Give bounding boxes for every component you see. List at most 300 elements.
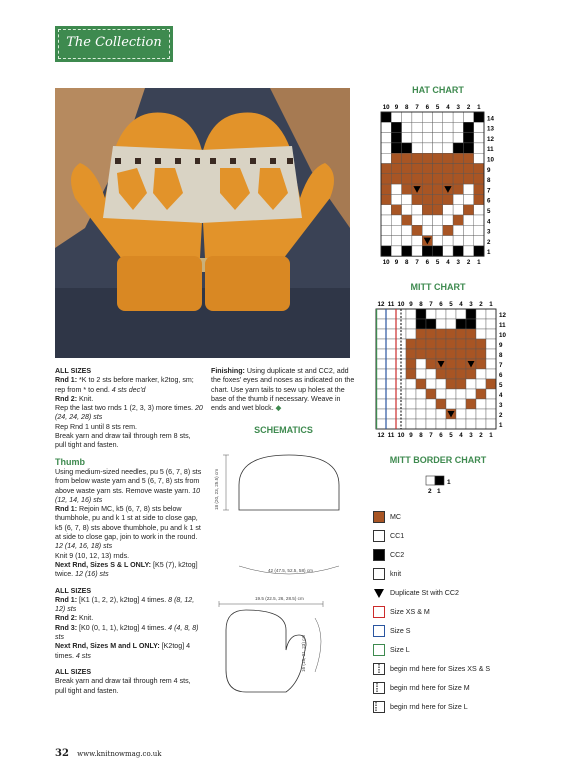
mitt-chart-cell xyxy=(416,359,426,369)
mitt-chart-cell xyxy=(486,409,496,419)
mitt-chart-cell xyxy=(466,409,476,419)
hat-chart-cell xyxy=(381,164,391,174)
hat-chart-cell xyxy=(433,143,443,153)
mitt-chart-row-number: 5 xyxy=(499,382,503,389)
mitt-chart-cell xyxy=(406,319,416,329)
round-text: [K2tog] 4 times. xyxy=(55,642,191,660)
hat-chart-cell xyxy=(412,236,422,246)
mitt-chart-col-number: 7 xyxy=(429,301,433,308)
hat-chart-col-number: 10 xyxy=(382,104,390,111)
hat-chart-cell xyxy=(443,246,453,256)
hat-chart-cell xyxy=(453,205,463,215)
mitt-chart-cell xyxy=(436,369,446,379)
hat-chart-col-number: 5 xyxy=(435,259,440,267)
mitt-chart-cell xyxy=(466,369,476,379)
legend-label: begin rnd here for Size L xyxy=(390,703,468,711)
hat-chart-col-number: 4 xyxy=(446,259,450,267)
mitt-chart-cell xyxy=(486,319,496,329)
hat-chart-cell xyxy=(474,122,484,132)
cc1-swatch xyxy=(373,530,385,542)
mitt-chart-col-number: 11 xyxy=(387,432,395,439)
hat-chart-cell xyxy=(422,122,432,132)
size-l-swatch xyxy=(373,644,385,656)
hat-chart-cell xyxy=(474,133,484,143)
hat-chart-cell xyxy=(443,236,453,246)
legend-label: CC2 xyxy=(390,551,405,559)
mitt-chart-cell xyxy=(426,339,436,349)
hat-chart-cell xyxy=(412,164,422,174)
mitt-chart-heading: MITT CHART xyxy=(410,282,466,292)
hat-chart-cell xyxy=(391,236,401,246)
legend-size-xs-m xyxy=(373,605,430,619)
hat-chart-cell xyxy=(391,143,401,153)
mitt-chart-cell xyxy=(406,399,416,409)
finishing-text: Using duplicate st and CC2, add the foxes' eyes and noses as indicated on the chart. Use yarn tails to sew up holes at the base of the thumb if necessary. Weave in ends and wet block. xyxy=(211,367,355,413)
legend-label: knit xyxy=(390,570,402,578)
hat-chart-cell xyxy=(391,205,401,215)
mitt-chart-col-number: 4 xyxy=(459,432,463,439)
hat-chart-cell xyxy=(381,143,391,153)
mitt-chart-cell xyxy=(456,389,466,399)
hat-chart-cell xyxy=(453,133,463,143)
mitt-chart-row-number: 12 xyxy=(499,312,506,319)
hat-chart-col-number: 2 xyxy=(466,104,471,111)
round-text: Knit. xyxy=(77,394,94,403)
mitt-chart-cell xyxy=(376,389,386,399)
hat-chart-cell xyxy=(422,164,432,174)
hat-chart-col-number: 1 xyxy=(477,104,481,111)
hat-chart-cell xyxy=(463,246,473,256)
hat-chart-cell xyxy=(381,225,391,235)
legend-begin-xs-s xyxy=(373,662,490,676)
hat-chart-cell xyxy=(412,205,422,215)
border-cell xyxy=(435,476,444,485)
mitt-chart-cell xyxy=(486,339,496,349)
mitt-chart-row-number: 1 xyxy=(499,422,503,429)
stitch-count: 8 (8, 12, 12) sts xyxy=(55,595,195,614)
legend-label: begin rnd here for Size M xyxy=(390,684,470,692)
hat-chart-cell xyxy=(402,236,412,246)
mitt-chart-cell xyxy=(446,379,456,389)
hat-chart-cell xyxy=(453,184,463,194)
mitt-chart-cell xyxy=(416,309,426,319)
mitt-chart-cell xyxy=(376,399,386,409)
mitt-chart-cell xyxy=(376,309,386,319)
stitch-count: 4 sts xyxy=(75,651,91,660)
hat-chart-row-number: 13 xyxy=(487,125,494,133)
hat-chart-cell xyxy=(402,194,412,204)
hat-chart-col-number: 6 xyxy=(425,259,430,267)
hat-chart-cell xyxy=(381,184,391,194)
mitt-chart-cell xyxy=(376,329,386,339)
hat-chart-cell xyxy=(402,153,412,163)
mitt-chart-cell xyxy=(436,349,446,359)
mitt-chart-cell xyxy=(446,419,456,429)
mitt-chart-cell xyxy=(426,419,436,429)
hat-chart-cell xyxy=(412,143,422,153)
mitt-chart-cell xyxy=(376,379,386,389)
hat-chart-row-number: 4 xyxy=(487,218,491,226)
mitt-chart-cell xyxy=(416,379,426,389)
mitt-chart-cell xyxy=(426,399,436,409)
hat-chart-cell xyxy=(402,205,412,215)
hat-chart-cell xyxy=(381,205,391,215)
hat-chart-cell xyxy=(412,112,422,122)
mitt-chart-col-number: 12 xyxy=(377,432,385,439)
instruction-text: Break yarn and draw tail through rem 4 sts, pull tight and fasten. xyxy=(55,677,191,695)
mitt-chart-cell xyxy=(426,329,436,339)
hat-chart-cell xyxy=(433,174,443,184)
hat-chart-cell xyxy=(391,112,401,122)
mitt-chart-cell xyxy=(486,309,496,319)
hat-chart-col-number: 3 xyxy=(456,104,460,111)
mitt-chart-cell xyxy=(486,379,496,389)
mitt-chart-col-number: 6 xyxy=(439,301,443,308)
hat-chart-cell xyxy=(443,133,453,143)
page-number: 32 xyxy=(55,748,69,759)
hat-width-label: 42 (47.5, 52.5, 58) cm xyxy=(268,568,313,573)
hat-chart-cell xyxy=(391,164,401,174)
legend-duplicate xyxy=(373,586,459,600)
mitt-chart-row-number: 3 xyxy=(499,402,503,409)
hat-chart-cell xyxy=(402,122,412,132)
hat-chart-cell xyxy=(474,194,484,204)
hat-chart-cell xyxy=(391,194,401,204)
stitch-count: 10 (12, 14, 16) sts xyxy=(55,486,201,504)
mitt-chart-cell xyxy=(476,359,486,369)
mitt-chart-cell xyxy=(406,349,416,359)
mitt-chart-col-number: 8 xyxy=(419,432,423,439)
mitt-chart-cell xyxy=(466,399,476,409)
mitt-chart-cell xyxy=(386,399,396,409)
mitt-chart-col-number: 1 xyxy=(489,301,493,308)
hat-chart-cell xyxy=(463,184,473,194)
mitt-chart-cell xyxy=(436,399,446,409)
mitt-chart-cell xyxy=(476,349,486,359)
round-label: Rnd 1: xyxy=(55,595,78,604)
instruction-text: Rep Rnd 1 until 8 sts rem. xyxy=(55,422,138,431)
hat-chart-cell xyxy=(453,194,463,204)
hat-chart-cell xyxy=(422,205,432,215)
mitt-chart-cell xyxy=(466,349,476,359)
hat-chart-cell xyxy=(412,225,422,235)
mitt-chart-row-number: 7 xyxy=(499,362,503,369)
mittens-photo xyxy=(55,88,350,358)
duplicate-stitch-icon xyxy=(373,587,385,599)
mitt-chart-cell xyxy=(456,349,466,359)
round-label: Next Rnd, Sizes S & L ONLY: xyxy=(55,560,152,569)
mitt-chart-cell xyxy=(416,339,426,349)
round-label: Next Rnd, Sizes M and L ONLY: xyxy=(55,642,160,651)
mitt-chart-cell xyxy=(386,349,396,359)
hat-chart-cell xyxy=(381,153,391,163)
mitt-chart-cell xyxy=(396,359,406,369)
mitt-chart-cell xyxy=(476,339,486,349)
border-chart xyxy=(373,470,473,505)
hat-chart-cell xyxy=(463,205,473,215)
hat-chart-cell xyxy=(443,225,453,235)
mitt-chart-cell xyxy=(426,349,436,359)
mitt-chart-row-number: 10 xyxy=(499,332,506,339)
hat-chart-cell xyxy=(474,236,484,246)
hat-chart-cell xyxy=(453,143,463,153)
border-row-number: 1 xyxy=(447,479,451,486)
legend-cc1 xyxy=(373,529,404,543)
hat-chart-cell xyxy=(474,174,484,184)
border-cell xyxy=(426,476,435,485)
mitt-chart-cell xyxy=(406,409,416,419)
hat-chart-col-number: 9 xyxy=(394,104,399,111)
mitt-chart-cell xyxy=(386,379,396,389)
hat-chart-cell xyxy=(402,143,412,153)
mitt-chart-col-number: 10 xyxy=(397,432,405,439)
hat-chart-cell xyxy=(422,143,432,153)
hat-chart-col-number: 2 xyxy=(466,259,471,267)
mitt-chart-cell xyxy=(426,369,436,379)
mitt-chart-cell xyxy=(426,409,436,419)
hat-chart-row-number: 6 xyxy=(487,197,491,205)
mitt-chart-cell xyxy=(426,389,436,399)
mitt-chart-col-number: 9 xyxy=(409,432,413,439)
finishing-label: Finishing: xyxy=(211,367,245,375)
mitt-chart-cell xyxy=(416,349,426,359)
mitt-chart-cell xyxy=(436,389,446,399)
mitt-chart-cell xyxy=(486,349,496,359)
mitt-chart-cell xyxy=(446,349,456,359)
mitt-chart-cell xyxy=(436,309,446,319)
stitch-count: 4 sts dec'd xyxy=(111,385,146,394)
size-s-swatch xyxy=(373,625,385,637)
hat-chart-cell xyxy=(453,236,463,246)
legend-size-s xyxy=(373,624,411,638)
mitt-chart-cell xyxy=(436,329,446,339)
mitt-chart-row-number: 2 xyxy=(499,412,503,419)
mitt-chart-cell xyxy=(476,369,486,379)
hat-chart-col-number: 6 xyxy=(425,104,430,111)
hat-chart-cell xyxy=(453,122,463,132)
mitt-chart-cell xyxy=(376,419,386,429)
hat-chart-cell xyxy=(453,164,463,174)
hat-chart-col-number: 3 xyxy=(456,259,460,267)
hat-chart-cell xyxy=(412,133,422,143)
pattern-column-2 xyxy=(211,367,356,413)
mitt-chart-col-number: 3 xyxy=(469,432,473,439)
mitt-chart-col-number: 11 xyxy=(387,301,395,308)
hat-chart-col-number: 5 xyxy=(435,104,440,111)
hat-chart-cell xyxy=(463,164,473,174)
hat-chart-cell xyxy=(402,133,412,143)
hat-chart-cell xyxy=(433,215,443,225)
hat-chart-cell xyxy=(443,205,453,215)
hat-chart-cell xyxy=(443,174,453,184)
mitt-chart-cell xyxy=(386,409,396,419)
begin-line-l-icon xyxy=(373,701,385,713)
hat-chart-cell xyxy=(433,112,443,122)
hat-chart-cell xyxy=(422,153,432,163)
hat-chart-cell xyxy=(412,122,422,132)
hat-chart-cell xyxy=(381,133,391,143)
mitt-chart-cell xyxy=(476,329,486,339)
legend-label: Size S xyxy=(390,627,411,635)
round-text: [K5 (7), k2tog] twice. xyxy=(55,560,198,579)
mitt-chart-cell xyxy=(456,399,466,409)
mitt-chart-cell xyxy=(476,309,486,319)
mitt-chart-cell xyxy=(436,339,446,349)
mitt-chart-cell xyxy=(466,339,476,349)
mitt-chart-cell xyxy=(416,319,426,329)
mitt-chart-cell xyxy=(386,359,396,369)
mitt-chart-cell xyxy=(416,419,426,429)
mitt-chart-cell xyxy=(466,389,476,399)
mitt-chart-col-number: 1 xyxy=(489,432,493,439)
mitt-chart-cell xyxy=(476,319,486,329)
mitt-chart-cell xyxy=(446,389,456,399)
hat-chart-row-number: 10 xyxy=(487,156,494,164)
mitt-chart-cell xyxy=(436,409,446,419)
hat-chart-cell xyxy=(453,153,463,163)
hat-chart-row-number: 9 xyxy=(487,166,491,174)
mitt-chart-cell xyxy=(476,419,486,429)
hat-chart-cell xyxy=(381,194,391,204)
hat-chart-cell xyxy=(402,184,412,194)
mitt-chart-cell xyxy=(426,319,436,329)
mitt-chart-cell xyxy=(436,419,446,429)
hat-chart-cell xyxy=(402,112,412,122)
subheading: ALL SIZES xyxy=(55,586,92,595)
hat-chart-cell xyxy=(463,225,473,235)
stitch-count: 20 (24, 24, 28) sts xyxy=(55,404,203,422)
mitt-chart-col-number: 4 xyxy=(459,301,463,308)
hat-chart-cell xyxy=(381,122,391,132)
hat-chart-cell xyxy=(391,133,401,143)
mitt-chart-cell xyxy=(396,419,406,429)
hat-chart-row-number: 12 xyxy=(487,135,494,143)
mitt-chart-col-number: 9 xyxy=(409,301,413,308)
mitt-chart-cell xyxy=(376,339,386,349)
hat-chart-cell xyxy=(443,112,453,122)
mitt-chart-col-number: 5 xyxy=(449,301,453,308)
subheading: ALL SIZES xyxy=(55,367,92,375)
hat-chart-row-number: 1 xyxy=(487,249,491,257)
legend-label: Duplicate St with CC2 xyxy=(390,589,459,597)
mitt-chart-cell xyxy=(426,379,436,389)
hat-chart-cell xyxy=(381,112,391,122)
hat-chart-cell xyxy=(433,184,443,194)
page-footer xyxy=(55,748,162,759)
hat-chart-col-number: 10 xyxy=(382,259,390,267)
round-label: Rnd 1: xyxy=(55,505,78,514)
hat-chart-col-number: 4 xyxy=(446,104,450,111)
hat-chart-cell xyxy=(433,225,443,235)
mitt-chart-cell xyxy=(486,359,496,369)
hat-chart-cell xyxy=(402,246,412,256)
mitt-chart-cell xyxy=(466,329,476,339)
hat-chart-cell xyxy=(422,112,432,122)
hat-chart-row-number: 2 xyxy=(487,238,491,246)
pattern-column-1 xyxy=(55,367,203,696)
round-text: *K to 2 sts before marker, k2tog, sm; rep from * to end. xyxy=(55,376,194,394)
mitt-chart-cell xyxy=(406,369,416,379)
mitt-chart-cell xyxy=(466,309,476,319)
hat-chart-cell xyxy=(453,246,463,256)
hat-chart-cell xyxy=(433,133,443,143)
mitt-chart-cell xyxy=(486,329,496,339)
hat-chart-cell xyxy=(443,153,453,163)
round-text: Rejoin MC, k5 (6, 7, 8) sts below thumbhole, pu and k 1 st at side to close gap, k5 (6, 7, 8) sts above thumbhole, pu and k 1 st at side to close gap, join to work in the round. xyxy=(55,505,201,542)
mc-swatch xyxy=(373,511,385,523)
hat-chart-cell xyxy=(453,112,463,122)
hat-chart-cell xyxy=(391,215,401,225)
mitt-chart-cell xyxy=(386,329,396,339)
hat-chart-cell xyxy=(474,164,484,174)
mitt-chart-cell xyxy=(456,309,466,319)
footer-url: www.knitnowmag.co.uk xyxy=(77,750,162,758)
mitt-chart-col-number: 5 xyxy=(449,432,453,439)
hat-chart-cell xyxy=(453,215,463,225)
mitt-chart-col-number: 3 xyxy=(469,301,473,308)
mitt-chart-cell xyxy=(476,399,486,409)
hat-chart-cell xyxy=(433,122,443,132)
mitt-chart-cell xyxy=(406,309,416,319)
mitt-chart-row-number: 4 xyxy=(499,392,503,399)
hat-chart-cell xyxy=(381,236,391,246)
hat-chart-col-number: 7 xyxy=(415,104,419,111)
mitt-chart-row-number: 11 xyxy=(499,322,506,329)
hat-chart-cell xyxy=(474,153,484,163)
legend-cc2 xyxy=(373,548,404,562)
mitt-chart-cell xyxy=(456,369,466,379)
hat-chart-cell xyxy=(422,184,432,194)
hat-chart-cell xyxy=(474,205,484,215)
mitt-chart-cell xyxy=(456,329,466,339)
hat-height-label: 18 (20, 23, 25.5) cm xyxy=(214,468,219,510)
hat-chart-cell xyxy=(412,174,422,184)
hat-chart-cell xyxy=(433,246,443,256)
hat-chart-cell xyxy=(391,246,401,256)
mitt-chart-row-number: 9 xyxy=(499,342,503,349)
hat-chart-cell xyxy=(412,194,422,204)
hat-chart-cell xyxy=(433,205,443,215)
mitt-chart-cell xyxy=(396,349,406,359)
hat-chart-cell xyxy=(402,225,412,235)
mitt-chart-cell xyxy=(486,389,496,399)
legend-mc xyxy=(373,510,401,524)
banner-title: The Collection xyxy=(66,35,162,50)
hat-chart-cell xyxy=(402,215,412,225)
hat-chart-cell xyxy=(422,133,432,143)
legend-label: MC xyxy=(390,513,402,521)
mitt-chart-cell xyxy=(446,329,456,339)
mitt-chart-cell xyxy=(416,399,426,409)
mitt-chart-cell xyxy=(376,409,386,419)
round-label: Rnd 3: xyxy=(55,623,78,632)
hat-chart-cell xyxy=(443,194,453,204)
hat-chart-cell xyxy=(433,194,443,204)
mitt-chart-cell xyxy=(406,339,416,349)
hat-chart-cell xyxy=(474,112,484,122)
hat-chart-heading: HAT CHART xyxy=(412,85,464,95)
mitt-chart-cell xyxy=(386,309,396,319)
mitt-chart-cell xyxy=(446,399,456,409)
mitt-chart-cell xyxy=(456,359,466,369)
hat-chart-col-number: 8 xyxy=(405,259,409,267)
mitt-chart xyxy=(373,295,533,450)
hat-chart-cell xyxy=(381,174,391,184)
hat-chart-cell xyxy=(443,122,453,132)
mitt-chart-cell xyxy=(376,359,386,369)
mitt-chart-cell xyxy=(426,359,436,369)
mitt-chart-cell xyxy=(406,359,416,369)
